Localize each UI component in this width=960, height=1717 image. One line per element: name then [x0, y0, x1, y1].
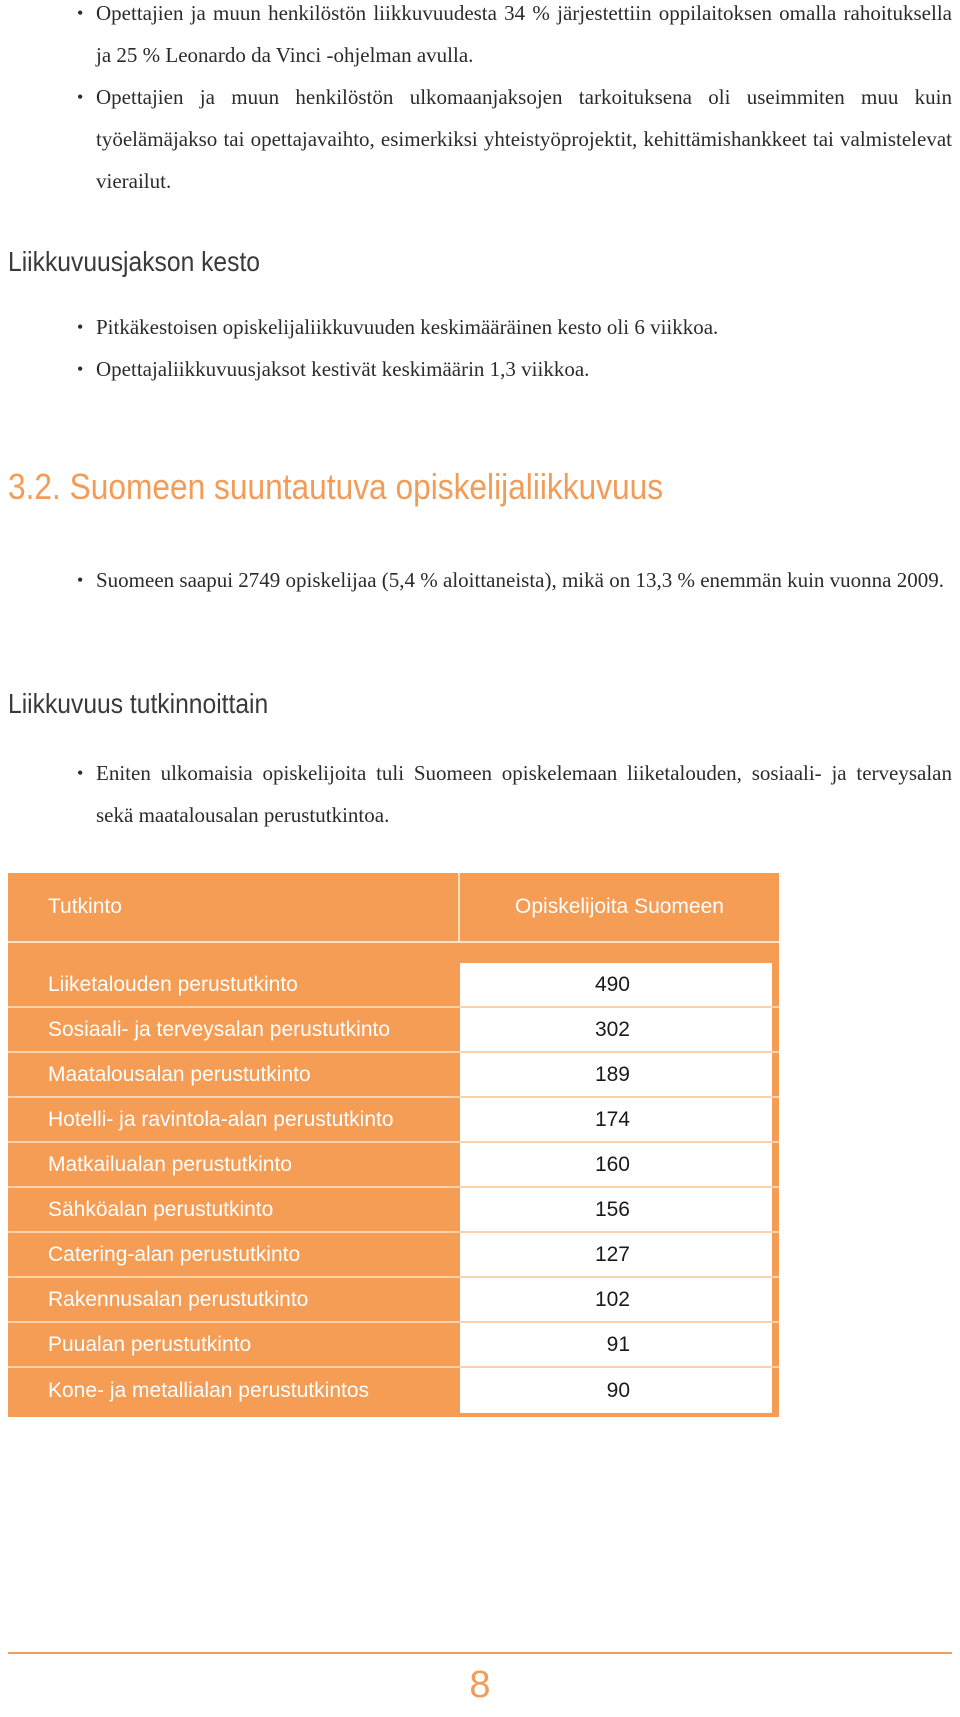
- by-degree-heading: Liikkuvuus tutkinnoittain: [8, 688, 269, 719]
- row-degree: Matkailualan perustutkinto: [48, 1152, 292, 1176]
- row-value: 189: [594, 1062, 630, 1086]
- table-row: [8, 1098, 779, 1143]
- footer-rule: [8, 1652, 952, 1654]
- by-degree-bullet-list: [0, 752, 960, 836]
- row-value-cell: [460, 1368, 772, 1413]
- row-value-cell: [460, 1143, 772, 1186]
- row-value-cell: [460, 1278, 772, 1321]
- duration-heading: Liikkuvuusjakson kesto: [8, 246, 261, 277]
- table-row: [8, 1368, 779, 1413]
- row-degree: Hotelli- ja ravintola-alan perustutkinto: [48, 1107, 394, 1131]
- table-row: [8, 1053, 779, 1098]
- section-bullet: • Suomeen saapui 2749 opiskelijaa (5,4 % aloittaneista), mikä on 13,3 % enemmän kuin vuonna 2009.: [0, 559, 960, 601]
- duration-bullet: • Opettajaliikkuvuusjaksot kestivät keskimäärin 1,3 viikkoa.: [0, 348, 960, 390]
- row-value: 302: [594, 1017, 630, 1041]
- row-value: 90: [606, 1378, 630, 1402]
- duration-bullet: • Pitkäkestoisen opiskelijaliikkuvuuden keskimääräinen kesto oli 6 viikkoa.: [0, 306, 960, 348]
- table-row: [8, 963, 779, 1008]
- table-body: [8, 963, 779, 1413]
- row-degree: Puualan perustutkinto: [48, 1332, 252, 1356]
- row-value: 156: [594, 1197, 630, 1221]
- row-degree: Sosiaali- ja terveysalan perustutkinto: [48, 1017, 391, 1041]
- row-value: 174: [594, 1107, 630, 1131]
- page-number: 8: [469, 1664, 491, 1706]
- row-degree: Catering-alan perustutkinto: [48, 1242, 301, 1266]
- table-row: [8, 1323, 779, 1368]
- by-degree-bullet: • Eniten ulkomaisia opiskelijoita tuli Suomeen opiskelemaan liiketalouden, sosiaali- ja terveysalan sekä maatalousalan perustutkintoa.: [0, 752, 960, 836]
- row-value: 490: [594, 972, 630, 996]
- table-row: [8, 1188, 779, 1233]
- row-degree: Rakennusalan perustutkinto: [48, 1287, 309, 1311]
- intro-bullet-list: [0, 0, 960, 202]
- intro-bullet: • Opettajien ja muun henkilöstön liikkuvuudesta 34 % järjestettiin oppilaitoksen omalla rahoituksella ja 25 % Leonardo da Vinci -ohjelman avulla.: [0, 0, 960, 76]
- row-value: 127: [594, 1242, 630, 1266]
- row-degree: Kone- ja metallialan perustutkintos: [48, 1378, 370, 1402]
- row-degree: Liiketalouden perustutkinto: [48, 972, 298, 996]
- header-students-label: Opiskelijoita Suomeen: [515, 895, 724, 918]
- table-row: [8, 1008, 779, 1053]
- row-value-cell: [460, 1098, 772, 1141]
- section-bullet-list: [0, 559, 960, 601]
- row-value-cell: [460, 1188, 772, 1231]
- degree-table: [8, 873, 779, 1417]
- row-degree: Sähköalan perustutkinto: [48, 1197, 274, 1221]
- header-cell-degree: [8, 873, 460, 941]
- row-value-cell: [460, 1053, 772, 1096]
- row-value-cell: [460, 1323, 772, 1366]
- intro-bullet: • Opettajien ja muun henkilöstön ulkomaanjaksojen tarkoituksena oli useimmiten muu kuin työelämäjakso tai opettajavaihto, esimerkiksi yhteistyöprojektit, kehittämishankkeet tai valmistelevat vierailut.: [0, 76, 960, 202]
- section-heading: 3.2. Suomeen suuntautuva opiskelijaliikkuvuus: [8, 466, 664, 507]
- table-row: [8, 1278, 779, 1323]
- row-degree: Maatalousalan perustutkinto: [48, 1062, 311, 1086]
- header-degree-label: Tutkinto: [48, 895, 122, 918]
- row-value: 160: [594, 1152, 630, 1176]
- table-row: [8, 1143, 779, 1188]
- table-row: [8, 1233, 779, 1278]
- row-value-cell: [460, 1233, 772, 1276]
- row-value-cell: [460, 963, 772, 1006]
- table-header: [8, 873, 779, 943]
- row-value: 102: [594, 1287, 630, 1311]
- row-value: 91: [606, 1332, 630, 1356]
- table-header-gap: [8, 943, 779, 963]
- header-cell-students: [460, 873, 779, 941]
- duration-bullet-list: [0, 306, 960, 390]
- row-value-cell: [460, 1008, 772, 1051]
